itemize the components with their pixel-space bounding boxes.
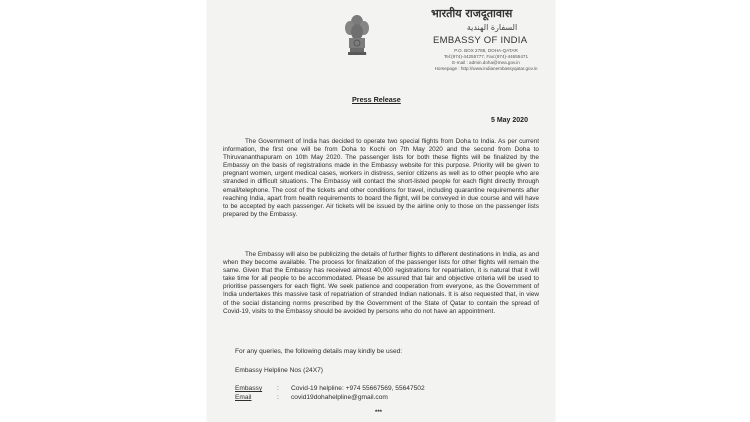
press-release-page (207, 0, 555, 422)
embassy-name-english: EMBASSY OF INDIA (433, 35, 528, 46)
contact-value-email: covid19dohahelpline@gmail.com (291, 394, 388, 401)
queries-line: For any queries, the following details may kindly be used: (235, 348, 403, 355)
embassy-name-arabic: السفارة الهندية (466, 23, 518, 32)
paragraph-2: The Embassy will also be publicizing the details of further flights to different destinations in India, as and when they become available. The process for finalization of the passenger lists for other flights will remain the same. Given that the Embassy has received almost 40,000 registrations for repatriation, it is natural that it will take time for all people to be accommodated. Please be assured that fair and objective criteria will be used to prioritise passengers for each flight. We seek patience and cooperation from everyone, as the Government of India undertakes this massive task of repatriation of stranded Indian nationals. It is also requested that, in view of the social distancing norms prescribed by the Government of the State of Qatar to contain the spread of Covid-19, visits to the Embassy should be avoided by persons who do not have an appointment. (223, 251, 539, 315)
contact-label-email: Email (235, 394, 252, 401)
embassy-tel-fax: Tel:(974)-44255777, Fax:(974)-44655471 (443, 54, 529, 59)
end-mark: *** (375, 410, 383, 416)
embassy-name-hindi: भारतीय राजदूतावास (431, 7, 513, 20)
emblem-motto: सत्यमेव जयते (349, 52, 367, 56)
document-date: 5 May 2020 (491, 117, 528, 124)
contact-value-helpline: Covid-19 helpline: +974 55667569, 55647502 (291, 385, 425, 392)
contact-separator: : (277, 385, 279, 392)
embassy-po-box: P.O. BOX 2788, DOHA-QATAR (454, 48, 518, 53)
contact-label-embassy: Embassy (235, 385, 263, 392)
embassy-email: E-mail : admin.doha@mea.gov.in (452, 60, 520, 65)
contact-separator: : (277, 394, 279, 401)
paragraph-1: The Government of India has decided to operate two special flights from Doha to India. As per current information, the first one will be from Doha to Kochi on 7th May 2020 and the second from Doha to Thiruvananthapuram on 10th May 2020. The passenger lists for both these flights will be finalized by the Embassy on the basis of registrations made in the Embassy website for this purpose. Priority will be given to pregnant women, urgent medical cases, workers in distress, senior citizens as well as to other people who are stranded in difficult situations. The Embassy will contact the short-listed people for each flight directly through email/telephone. The cost of the tickets and other conditions for travel, including quarantine requirements after reaching India, apart from health requirements to board the flight, will be conveyed in due course and will have to be accepted by each passenger. Air tickets will be issued by the airline only to those on the passenger lists prepared by the Embassy. (223, 138, 539, 218)
embassy-homepage: Homepage : http://www.indianembassyqatar.gov.in (434, 66, 538, 71)
document-title: Press Release (352, 95, 401, 104)
helpline-heading: Embassy Helpline Nos (24X7) (235, 367, 323, 374)
